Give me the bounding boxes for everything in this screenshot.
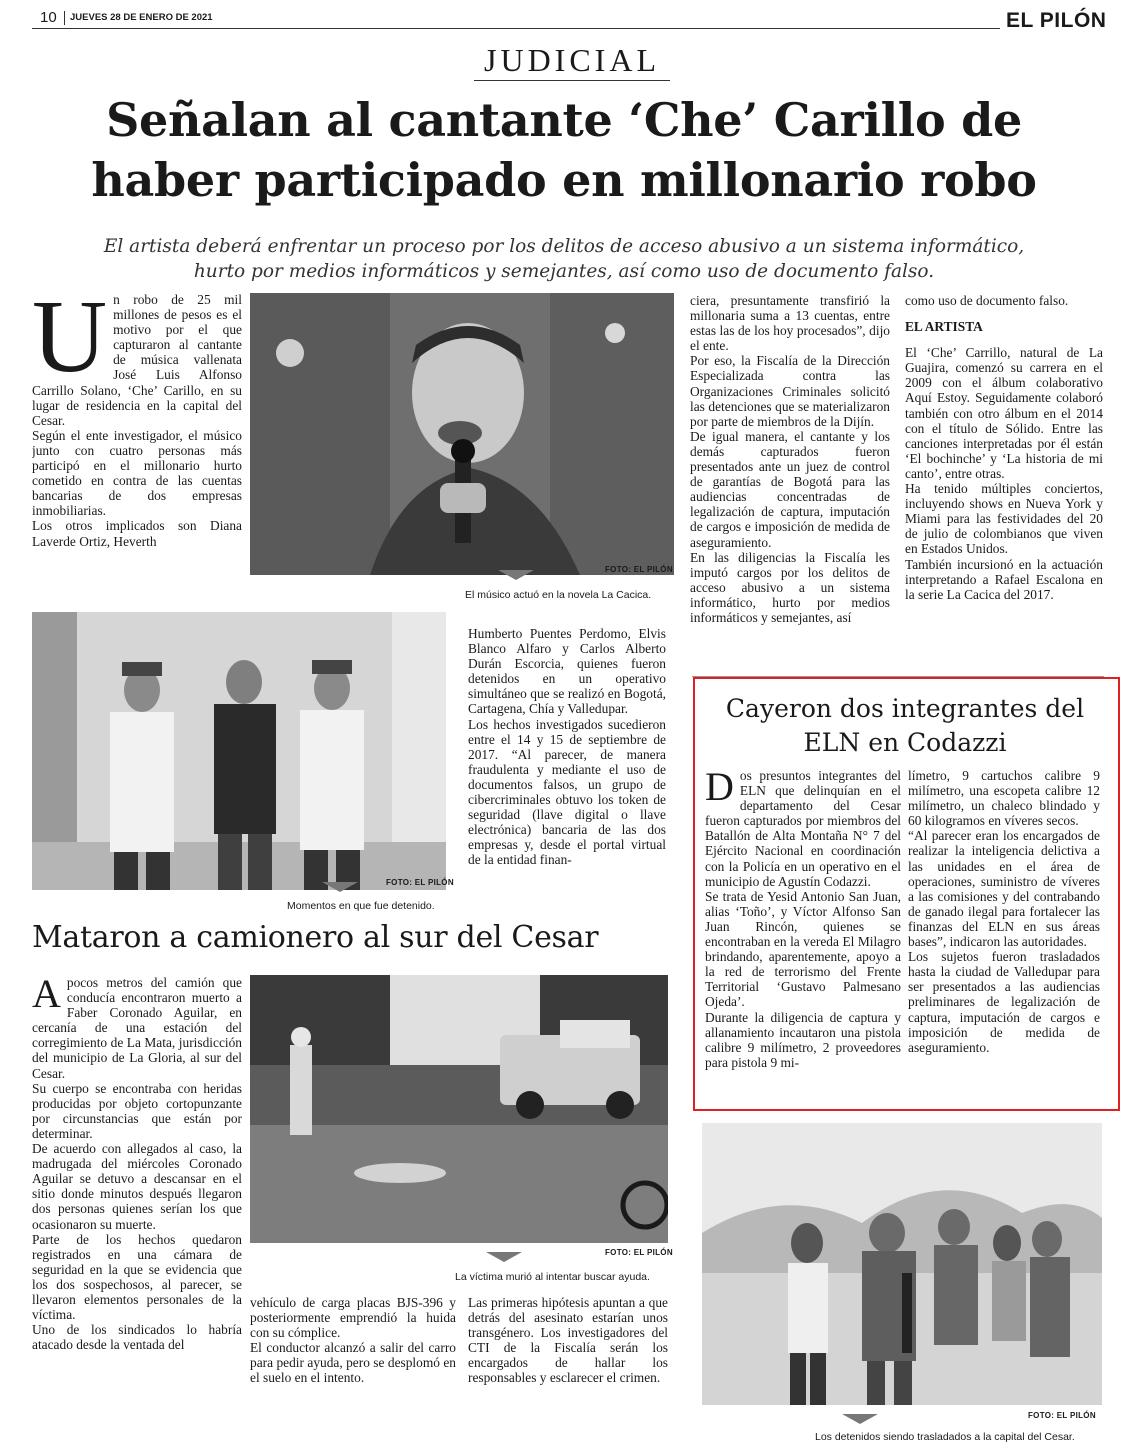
main-deck-line2: hurto por medios informáticos y semejantes, así como uso de documento falso. [193,261,935,282]
main-col1-para: Los otros implicados son Diana Laverde Ortiz, Heverth [32,518,242,549]
main-col4-first: como uso de documento falso. [905,293,1069,308]
section-label: JUDICIAL [484,42,660,78]
detainees-photo-image [702,1123,1102,1405]
story2-col1-para: De acuerdo con allegados al caso, la madrugada del miércoles Coronado Aguilar se detuvo a descansar en el sitio donde minutos después llegaron dos personas quienes serían los que ocasionaron su muerte. [32,1141,242,1232]
arrest-photo-caption: Momentos en que fue detenido. [287,900,435,912]
eln-headline-line2: ELN en Codazzi [803,728,1007,757]
header-divider-short [64,11,65,25]
header-rule [32,28,1000,29]
story2-col2-para: El conductor alcanzó a salir del carro para pedir ayuda, pero se desplomó en el suelo en el intento. [250,1340,456,1386]
caption-arrow-icon [322,882,358,892]
singer-photo [250,293,674,575]
eln-col2-para: límetro, 9 cartuchos calibre 9 milímetro, una escopeta calibre 12 milímetro, un chaleco blindado y 60 kilogramos en víveres secos. [908,768,1100,829]
issue-date: JUEVES 28 DE ENERO DE 2021 [70,12,213,23]
arrest-photo [32,612,446,890]
arrest-photo-credit: FOTO: EL PILÓN [386,878,454,887]
main-col4-para: También incursionó en la actuación interpretando a Rafael Escalona en la serie La Cacica del 2017. [905,556,1103,602]
main-col3-para: Por eso, la Fiscalía de la Dirección Especializada contra las Organizaciones Criminales solicitó las detenciones que se materializaron por parte de miembros de la Dijín. [690,353,890,429]
singer-photo-image [250,293,674,575]
singer-photo-credit: FOTO: EL PILÓN [605,565,673,574]
detainees-photo [702,1123,1102,1405]
artist-subhead: EL ARTISTA [905,319,983,335]
main-headline-line1: Señalan al cantante ‘Che’ Carillo de [106,93,1022,147]
story2-col2 [250,1295,456,1405]
arrest-photo-image [32,612,446,890]
crime-scene-photo-caption: La víctima murió al intentar buscar ayuda. [455,1271,650,1283]
story2-col1-para: pocos metros del camión que conducía encontraron muerto a Faber Coronado Aguilar, en cercanía de una estación del corregimiento de La Mata, jurisdicción del municipio de La Gloria, al sur del Cesar. [32,975,242,1081]
eln-col2-para: “Al parecer eran los encargados de realizar la inteligencia delictiva a las unidades en el área de operaciones, suministro de víveres a las comisiones y del contrabando de ganado ilegal para fortalecer las finanzas del ELN en sus áreas bases”, indicaron las autoridades. [908,828,1100,950]
main-col4-para: El ‘Che’ Carrillo, natural de La Guajira, comenzó su carrera en el 2009 con el álbum colaborativo Aquí Estoy. Seguidamente colaboró también con otro álbum en el 2014 con el título de Sólido. Entre las canciones interpretadas por él están ‘El bochinche’ y ‘La historia de mi canto’, entre otras. [905,345,1103,481]
eln-col1-para: Durante la diligencia de captura y allanamiento incautaron una pistola calibre 9 milímetro, 2 proveedores para pistola 9 mi- [705,1009,901,1070]
main-story-col4 [905,293,1103,671]
main-col3-para: ciera, presuntamente transfirió la millonaria suma a 13 cuentas, entre estas las de los hoy procesados”, dijo el ente. [690,293,890,354]
caption-arrow-icon [842,1414,878,1424]
main-dropcap: U [32,292,108,394]
story2-col3-para: Las primeras hipótesis apuntan a que detrás del asesinato estarían unos transgénero. Los investigadores del CTI de la Fiscalía serán los encargados de hallar los responsables y esclarecer el crimen. [468,1295,668,1386]
story2-col1-para: Su cuerpo se encontraba con heridas producidas por objeto cortopunzante por circunstancias que están por determinar. [32,1080,242,1141]
section-underline [474,80,670,81]
main-col2-para: Humberto Puentes Perdomo, Elvis Blanco Alfaro y Carlos Alberto Durán Escorcia, quienes fueron detenidos en un operativo simultáneo que se realizó en Bogotá, Cartagena, Chía y Valledupar. [468,626,666,717]
main-col2-para: Los hechos investigados sucedieron entre el 14 y 15 de septiembre de 2017. “Al parecer, de manera fraudulenta y mediante el uso de documentos falsos, un grupo de cibercriminales obtuvo los token de seguridad (llave digital o llave electrónica) bancaria de las dos empresas y, desde el portal virtual de la entidad finan- [468,716,666,868]
detainees-photo-caption: Los detenidos siendo trasladados a la capital del Cesar. [815,1431,1075,1443]
main-headline [20,90,1108,210]
main-story-col2 [468,626,666,908]
caption-arrow-icon [498,570,534,580]
brand-logo: EL PILÓN [1006,9,1107,32]
detainees-photo-credit: FOTO: EL PILÓN [1028,1411,1096,1420]
page-number: 10 [40,9,57,26]
main-story-col3 [690,293,890,671]
story2-headline: Mataron a camionero al sur del Cesar [32,920,599,955]
story2-col3 [468,1295,668,1405]
story2-col2-para: vehículo de carga placas BJS-396 y posteriormente emprendió la huida con su cómplice. [250,1295,456,1341]
eln-col2 [908,768,1100,1106]
eln-col1-para: os presuntos integrantes del ELN que delinquían en el departamento del Cesar fueron capturados por miembros del Batallón de Alta Montaña N° 7 del Ejército Nacional en coordinación con la Policía en un operativo en el municipio de Agustín Codazzi. [705,768,901,889]
caption-arrow-icon [486,1252,522,1262]
main-col3-para: En las diligencias la Fiscalía les imputó cargos por los delitos de acceso abusivo a un sistema informático, hurto por medios informáticos y semejantes, así [690,549,890,625]
crime-scene-photo-image [250,975,668,1243]
story2-col1 [32,975,242,1405]
eln-headline-line1: Cayeron dos integrantes del [725,694,1085,723]
main-headline-line2: haber participado en millonario robo [91,153,1037,207]
main-col3-para: De igual manera, el cantante y los demás capturados fueron presentados ante un juez de control de garantías de Bogotá para las audiencias concentradas de legalización de captura, imputación de cargos e imposición de medida de aseguramiento. [690,428,890,550]
main-col1-para: n robo de 25 mil millones de pesos es el motivo por el que capturaron al cantante de música vallenata José Luis Alfonso Carrillo Solano, ‘Che’ Carillo, en su lugar de residencia en la capital del Cesar. [32,292,242,428]
main-col1-para: Según el ente investigador, el músico junto con cuatro personas más participó en el millonario hurto cometido en contra de las cuentas bancarias de dos empresas inmobiliarias. [32,427,242,519]
story2-dropcap: A [32,975,61,1016]
eln-col2-para: Los sujetos fueron trasladados hasta la ciudad de Valledupar para ser presentados a las audiencias preliminares de legalización de captura, imputación de cargos e imposición de medida de aseguramiento. [908,949,1100,1055]
story2-col1-para: Parte de los hechos quedaron registrados en una cámara de seguridad en la que se evidencia que los dos sospechosos, al parecer, se llevaron elementos personales de la víctima. [32,1231,242,1323]
main-col4-para: Ha tenido múltiples conciertos, incluyendo shows en Nueva York y Miami para las festividades del 20 de julio de colombianos que viven en Estados Unidos. [905,481,1103,557]
main-deck [20,234,1108,284]
story2-col1-para: Uno de los sindicados lo habría atacado desde la ventada del [32,1322,242,1353]
eln-dropcap: D [705,768,734,809]
eln-col1-para: Se trata de Yesid Antonio San Juan, alias ‘Toño’, y Víctor Alfonso San Juan Rincón, quienes se encontraban en la vereda El Milagro brindando, aparentemente, apoyo a la red de terrorismo del Frente Territorial ‘Gustavo Palmesano Ojeda’. [705,888,901,1010]
eln-col1 [705,768,901,1106]
main-deck-line1: El artista deberá enfrentar un proceso por los delitos de acceso abusivo a un sistema informático, [103,236,1025,257]
singer-photo-caption: El músico actuó en la novela La Cacica. [465,589,652,601]
crime-scene-photo [250,975,668,1243]
eln-headline [700,692,1110,760]
main-story-col1 [32,292,242,600]
crime-scene-photo-credit: FOTO: EL PILÓN [605,1248,673,1257]
